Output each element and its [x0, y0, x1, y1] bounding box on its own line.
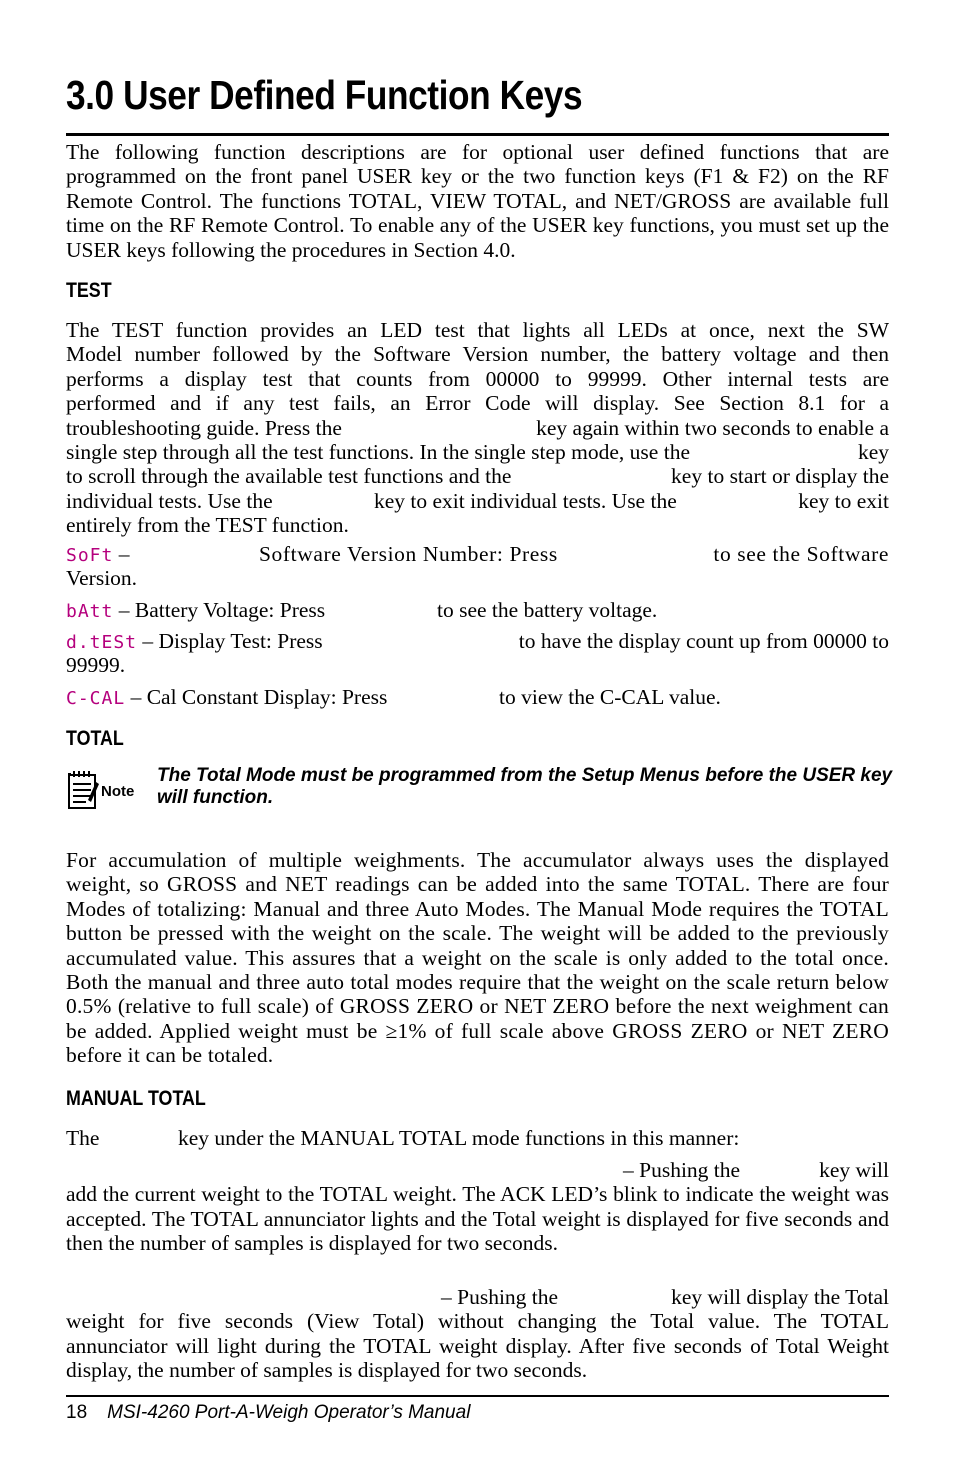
display-code: d.tESt — [66, 632, 138, 653]
display-code: C-CAL — [66, 688, 126, 709]
total-paragraph: For accumulation of multiple weighments. The accumulator always uses the displayed weight, so GROSS and NET readings can be added into the same TOTAL. There are four Modes of totalizing: Manual and three Auto Modes. The Manual Mode requires the TOTAL button be pressed with the weight on the scale. The weight will be added to the previously accumulated value. This assures that a weight on the scale is only added to the total once. Both the manual and three auto total modes require that the weight on the scale return below 0.5% (relative to full scale) of GROSS ZERO or NET ZERO before the next weighment can be added. Applied weight must be ≥1% of full scale above GROSS ZERO or NET ZERO before it can be totaled. — [66, 848, 889, 1068]
mt-text: The — [66, 1126, 100, 1150]
item-text: 99999. — [66, 653, 126, 678]
display-code: SoFt — [66, 545, 114, 566]
batt-code-line — [66, 598, 325, 624]
test-line: performed and if any test fails, an Error Code will display. See Section 8.1 for a — [66, 391, 889, 416]
test-line-part: key to start or display the — [671, 464, 889, 489]
section-heading-total: TOTAL — [66, 727, 124, 750]
test-line-part: troubleshooting guide. Press the — [66, 415, 342, 440]
dtest-code-line — [66, 629, 323, 655]
test-line-part: key again within two seconds to enable a — [536, 415, 889, 440]
item-text: to view the C-CAL value. — [499, 685, 721, 709]
test-line-part: single step through all the test functions. In the single step mode, use the — [66, 440, 690, 465]
mt-text: key will — [819, 1158, 889, 1182]
section-heading-manual-total: MANUAL TOTAL — [66, 1087, 206, 1110]
intro-paragraph: The following function descriptions are for optional user defined functions that are programmed on the front panel USER key or the two function keys (F1 & F2) on the RF Remote Control. The functions TOTAL, VIEW TOTAL, and NET/GROSS are available full time on the RF Remote Control. To enable any of the USER key functions, you must set up the USER keys following the procedures in Section 4.0. — [66, 140, 889, 262]
mt-text: key under the MANUAL TOTAL mode functions in this manner: — [178, 1126, 740, 1150]
test-line — [66, 416, 889, 440]
test-line-part: key to exit — [798, 488, 889, 513]
manual-title: MSI-4260 Port-A-Weigh Operator’s Manual — [107, 1402, 471, 1423]
ccal-code-line — [66, 685, 387, 711]
test-line: Model number followed by the Software Version number, the battery voltage and then — [66, 342, 889, 367]
mt-text: add the current weight to the TOTAL weight. The ACK LED’s blink to indicate the weight was accepted. The TOTAL annunciator lights and the Total weight is displayed for five seconds and then the number of samples is displayed for two seconds. — [66, 1182, 889, 1256]
soft-code-line — [66, 542, 129, 568]
footer — [66, 1402, 470, 1424]
mt-text: – Pushing the — [623, 1158, 741, 1182]
item-text: to see the battery voltage. — [437, 598, 658, 622]
title-rule — [66, 133, 889, 136]
item-text: – Cal Constant Display: Press — [125, 685, 388, 709]
test-line — [66, 464, 889, 488]
test-item-batt — [66, 598, 889, 622]
test-line-part: individual tests. Use the — [66, 488, 273, 513]
manual-total-intro — [66, 1126, 889, 1150]
mt-text: – Pushing the — [441, 1285, 559, 1309]
page-title: 3.0 User Defined Function Keys — [66, 72, 583, 118]
mt-text: weight for five seconds (View Total) without changing the Total value. The TOTAL annunciator will light during the TOTAL weight display. After five seconds of Total Weight display, the number of samples is displayed for two seconds. — [66, 1309, 889, 1383]
item-text: to have the display count up from 00000 to — [518, 629, 889, 653]
item-text: Software Version Number: Press — [259, 542, 558, 566]
manual-total-item-2 — [66, 1285, 889, 1383]
test-line-part: to scroll through the available test functions and the — [66, 464, 512, 489]
test-line — [66, 489, 889, 513]
test-line: The TEST function provides an LED test that lights all LEDs at once, next the SW — [66, 318, 889, 342]
item-text: – Battery Voltage: Press — [113, 598, 326, 622]
test-line-part: key — [857, 440, 889, 465]
item-text: – — [113, 542, 130, 566]
test-paragraph — [66, 318, 889, 538]
test-line: entirely from the TEST function. — [66, 513, 349, 538]
note-icon — [66, 770, 150, 812]
note-text: The Total Mode must be programmed from the Setup Menus before the USER key will function. — [157, 765, 893, 808]
test-line — [66, 440, 889, 464]
test-item-ccal — [66, 685, 889, 709]
note-label: Note — [101, 783, 135, 800]
page-number: 18 — [66, 1402, 88, 1423]
footer-rule — [66, 1395, 889, 1397]
mt-text: key will display the Total — [671, 1285, 889, 1309]
test-item-dtest — [66, 629, 889, 678]
test-item-soft — [66, 542, 889, 592]
section-heading-test: TEST — [66, 279, 112, 302]
item-text: – Display Test: Press — [137, 629, 323, 653]
test-line: performs a display test that counts from 00000 to 99999. Other internal tests are — [66, 366, 889, 391]
item-text: to see the Software — [713, 542, 889, 566]
manual-total-item-1 — [66, 1158, 889, 1256]
display-code: bAtt — [66, 601, 114, 622]
test-line-part: key to exit individual tests. Use the — [374, 488, 677, 513]
item-text: Version. — [66, 566, 138, 591]
